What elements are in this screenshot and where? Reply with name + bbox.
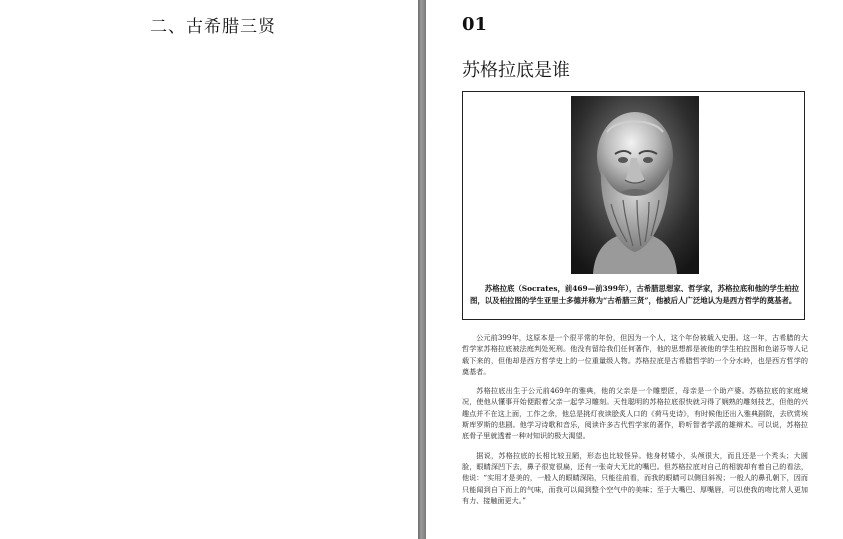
- body-text: [462, 332, 808, 514]
- paragraph: 据说，苏格拉底的长相比较丑陋，形态也比较怪异。他身材矮小，头颅很大，而且还是一个秃头；大圆脸，眼睛深凹下去，鼻子很宽很扁，还有一张奇大无比的嘴巴。但苏格拉底对自己的相貌却有着自己的看法，他说：“实用才是美的，一般人的眼睛深陷，只能往前看，而我的眼睛可以侧目斜视；一般人的鼻孔朝下，因而只能闻到自下而上的气味，而我可以闻到整个空气中的美味；至于大嘴巴、厚嘴唇，可以使我的吻比常人更加有力、接触面更大。”: [462, 450, 808, 505]
- chapter-number: 01: [462, 14, 488, 35]
- book-spine: [418, 0, 426, 539]
- part-title: 二、古希腊三贤: [150, 17, 276, 37]
- figure-caption: 苏格拉底（Socrates，前469—前399年），古希腊思想家、哲学家，苏格拉底和他的学生柏拉图，以及柏拉图的学生亚里士多德并称为“古希腊三贤”，他被后人广泛地认为是西方哲学的奠基者。: [470, 284, 799, 305]
- socrates-bust-image: [571, 96, 699, 274]
- left-page: [0, 0, 418, 539]
- figure-box: [462, 91, 805, 320]
- paragraph: 苏格拉底出生于公元前469年的雅典，他的父亲是一个雕塑匠，母亲是一个助产婆。苏格拉底的家庭境况，使他从懂事开始便跟着父亲一起学习雕刻。天性聪明的苏格拉底很快就习得了娴熟的雕刻技艺，但他的兴趣点并不在这上面，工作之余，他总是挑灯夜读脍炙人口的《荷马史诗》，有时候他还出入雅典剧院，去欣赏埃斯库罗斯的悲剧。他学习诗歌和音乐，阅读许多古代哲学家的著作，聆听智者学派的雄辩术。可以说，苏格拉底骨子里就透着一种对知识的极大渴望。: [462, 386, 808, 441]
- paragraph: 公元前399年，这原本是一个很平常的年份，但因为一个人，这个年份被载入史册。这一年，古希腊的大哲学家苏格拉底被法庭判处死刑。他没有留给我们任何著作，他的思想都是被他的学生柏拉图和色诺芬等人记载下来的，但他却是西方哲学史上的一位重量级人物。苏格拉底是古希腊哲学的一个分水岭，也是西方哲学的奠基者。: [462, 333, 808, 376]
- chapter-title: 苏格拉底是谁: [462, 60, 570, 81]
- right-page: [426, 0, 843, 539]
